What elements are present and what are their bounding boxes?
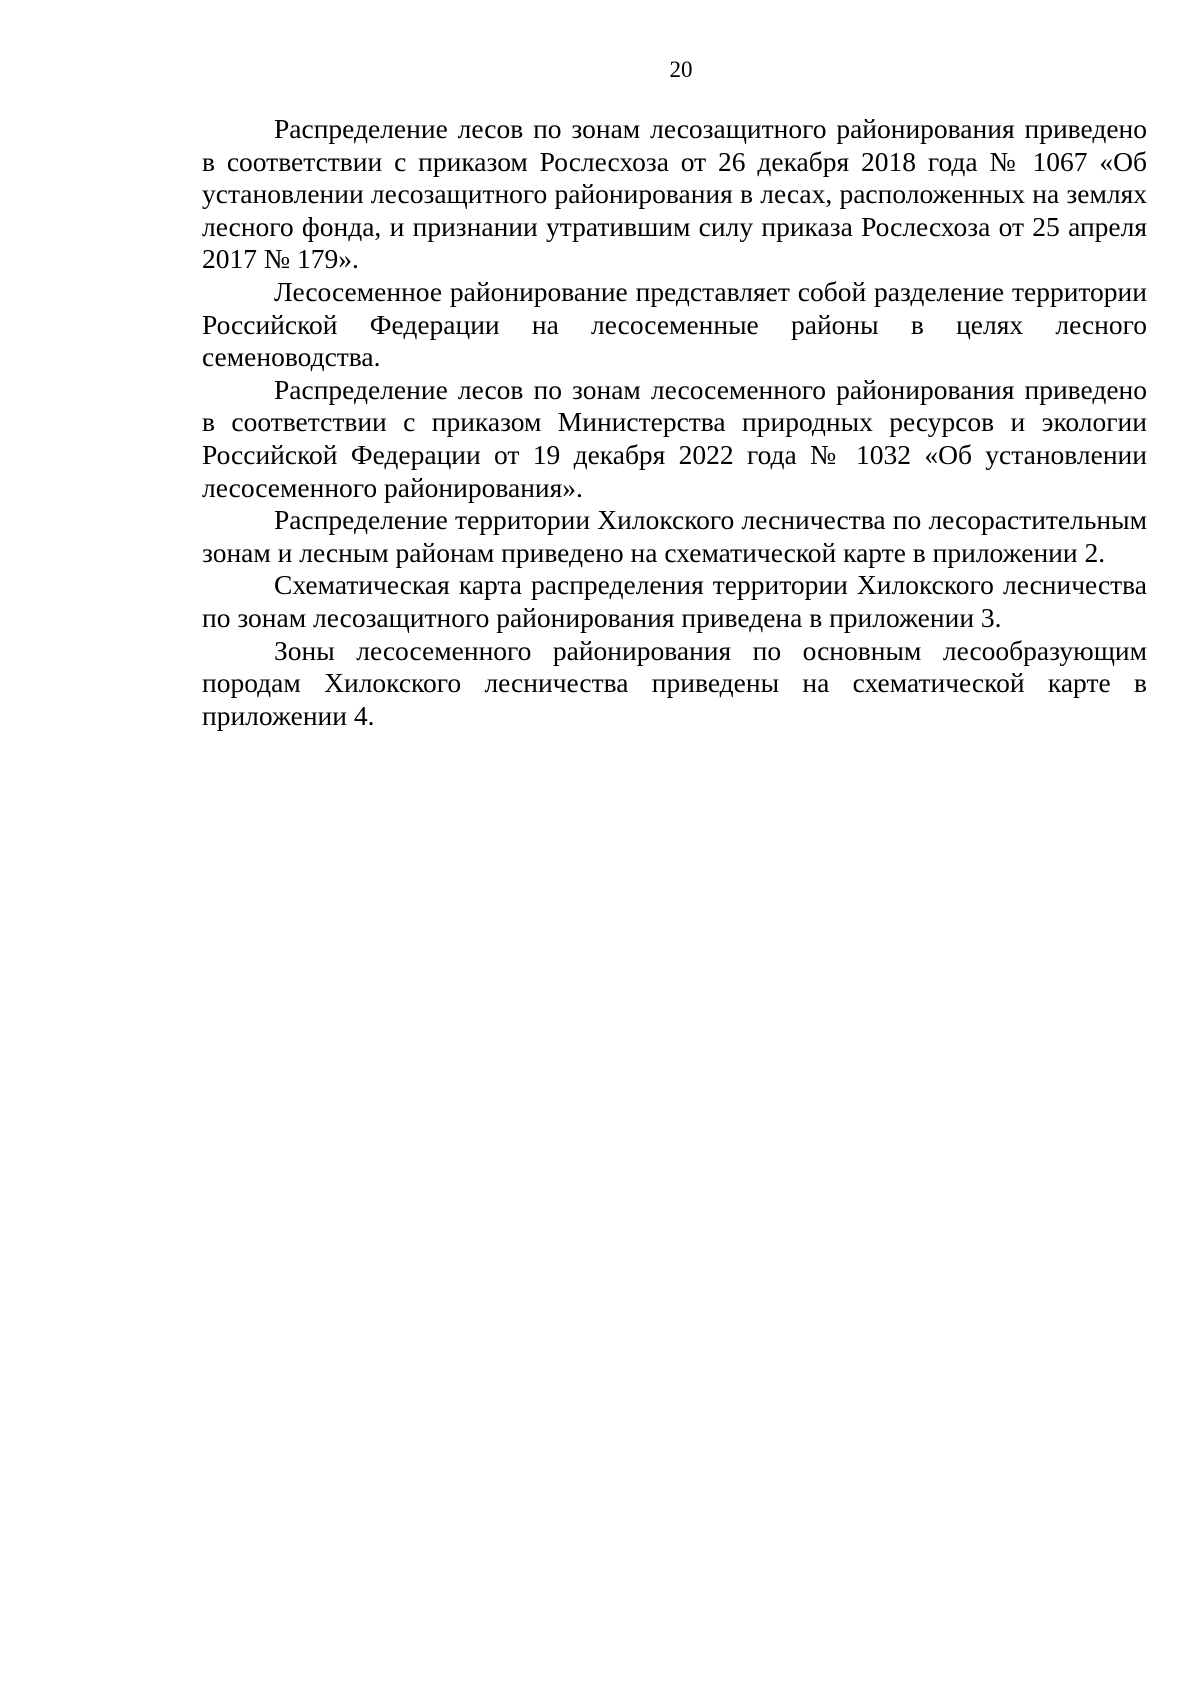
paragraph-forest-protection-zoning: Распределение лесов по зонам лесозащитного районирования приведено в соответствии с приказом Рослесхоза от 26 декабря 2018 года № 1067 «Об установлении лесозащитного районирования в лесах, расположенных на землях лесного фонда, и признании утратившим силу приказа Рослесхоза от 25 апреля 2017 № 179». [202, 113, 1147, 275]
page-number: 20 [669, 57, 693, 82]
paragraph-appendix-4-reference: Зоны лесосеменного районирования по основным лесообразующим породам Хилокского лесничества приведены на схематической карте в приложении 4. [202, 634, 1147, 731]
paragraph-appendix-2-reference: Распределение территории Хилокского лесничества по лесорастительным зонам и лесным районам приведено на схематической карте в приложении 2. [202, 504, 1147, 568]
document-body [202, 113, 1147, 732]
paragraph-seed-zoning-definition: Лесосеменное районирование представляет собой разделение территории Российской Федерации на лесосеменные районы в целях лесного семеноводства. [202, 275, 1147, 373]
paragraph-appendix-3-reference: Схематическая карта распределения территории Хилокского лесничества по зонам лесозащитного районирования приведена в приложении 3. [202, 569, 1147, 633]
paragraph-seed-zoning-order: Распределение лесов по зонам лесосеменного районирования приведено в соответствии с приказом Министерства природных ресурсов и экологии Российской Федерации от 19 декабря 2022 года № 1032 «Об установлении лесосеменного районирования». [202, 373, 1147, 503]
